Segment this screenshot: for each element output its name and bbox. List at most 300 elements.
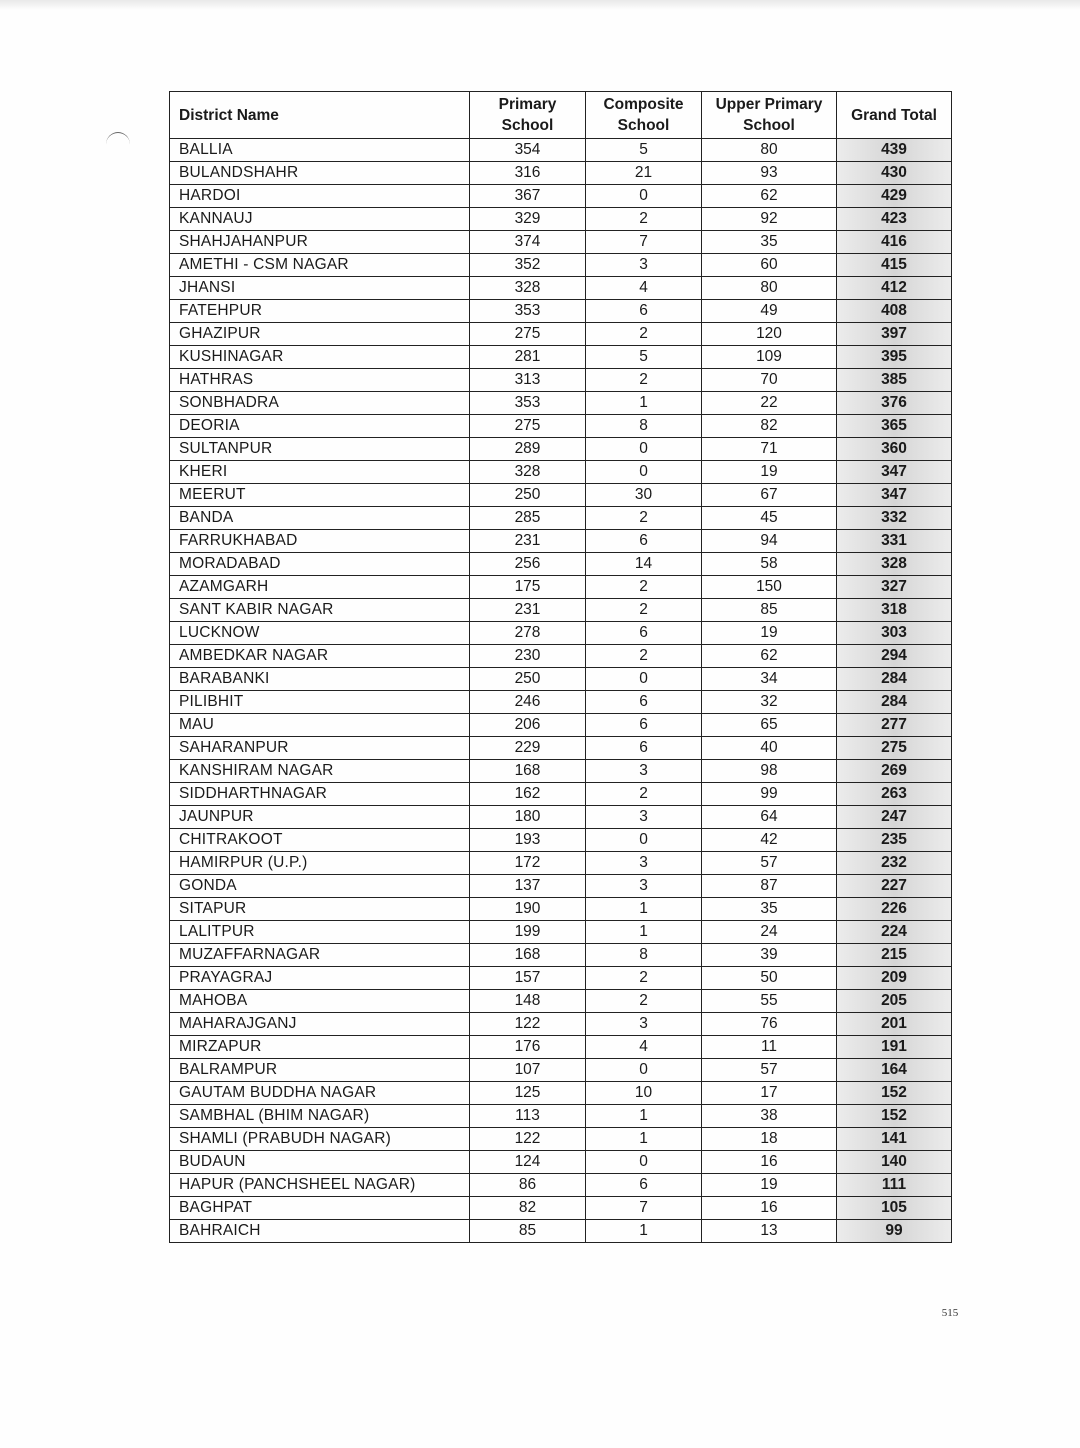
cell-district-name: BALLIA <box>170 139 470 162</box>
cell-primary-school: 85 <box>470 1220 586 1243</box>
cell-composite-school: 1 <box>586 921 702 944</box>
cell-composite-school: 2 <box>586 645 702 668</box>
cell-upper-primary-school: 19 <box>702 1174 837 1197</box>
table-row <box>170 1128 952 1151</box>
cell-district-name: BAHRAICH <box>170 1220 470 1243</box>
cell-district-name: MUZAFFARNAGAR <box>170 944 470 967</box>
table-row <box>170 1151 952 1174</box>
cell-primary-school: 285 <box>470 507 586 530</box>
table-row <box>170 760 952 783</box>
cell-district-name: PRAYAGRAJ <box>170 967 470 990</box>
cell-primary-school: 148 <box>470 990 586 1013</box>
cell-primary-school: 113 <box>470 1105 586 1128</box>
cell-grand-total: 294 <box>837 645 952 668</box>
cell-district-name: GAUTAM BUDDHA NAGAR <box>170 1082 470 1105</box>
table-row <box>170 714 952 737</box>
cell-composite-school: 2 <box>586 576 702 599</box>
cell-grand-total: 376 <box>837 392 952 415</box>
cell-upper-primary-school: 11 <box>702 1036 837 1059</box>
cell-upper-primary-school: 38 <box>702 1105 837 1128</box>
table-row <box>170 852 952 875</box>
cell-primary-school: 278 <box>470 622 586 645</box>
header-composite-line1: Composite <box>603 96 684 113</box>
table-row <box>170 921 952 944</box>
cell-district-name: SIDDHARTHNAGAR <box>170 783 470 806</box>
cell-district-name: SAHARANPUR <box>170 737 470 760</box>
cell-upper-primary-school: 85 <box>702 599 837 622</box>
table-row <box>170 691 952 714</box>
table-row <box>170 668 952 691</box>
cell-upper-primary-school: 35 <box>702 231 837 254</box>
cell-upper-primary-school: 16 <box>702 1197 837 1220</box>
cell-primary-school: 180 <box>470 806 586 829</box>
cell-upper-primary-school: 34 <box>702 668 837 691</box>
cell-district-name: KHERI <box>170 461 470 484</box>
cell-primary-school: 172 <box>470 852 586 875</box>
cell-upper-primary-school: 57 <box>702 852 837 875</box>
table-row <box>170 415 952 438</box>
table-row <box>170 369 952 392</box>
cell-upper-primary-school: 24 <box>702 921 837 944</box>
cell-district-name: GHAZIPUR <box>170 323 470 346</box>
cell-upper-primary-school: 65 <box>702 714 837 737</box>
cell-composite-school: 14 <box>586 553 702 576</box>
cell-district-name: DEORIA <box>170 415 470 438</box>
cell-primary-school: 281 <box>470 346 586 369</box>
cell-district-name: KUSHINAGAR <box>170 346 470 369</box>
cell-primary-school: 107 <box>470 1059 586 1082</box>
cell-grand-total: 284 <box>837 691 952 714</box>
table-row <box>170 737 952 760</box>
cell-composite-school: 2 <box>586 208 702 231</box>
cell-upper-primary-school: 64 <box>702 806 837 829</box>
cell-upper-primary-school: 40 <box>702 737 837 760</box>
cell-composite-school: 2 <box>586 507 702 530</box>
cell-primary-school: 176 <box>470 1036 586 1059</box>
table-row <box>170 208 952 231</box>
cell-grand-total: 360 <box>837 438 952 461</box>
header-composite-school <box>586 92 702 139</box>
cell-upper-primary-school: 71 <box>702 438 837 461</box>
cell-composite-school: 5 <box>586 346 702 369</box>
cell-composite-school: 2 <box>586 369 702 392</box>
cell-upper-primary-school: 67 <box>702 484 837 507</box>
cell-district-name: MEERUT <box>170 484 470 507</box>
header-primary-line1: Primary <box>498 96 557 113</box>
cell-composite-school: 3 <box>586 760 702 783</box>
cell-grand-total: 247 <box>837 806 952 829</box>
cell-grand-total: 412 <box>837 277 952 300</box>
cell-upper-primary-school: 76 <box>702 1013 837 1036</box>
cell-primary-school: 352 <box>470 254 586 277</box>
cell-grand-total: 408 <box>837 300 952 323</box>
cell-primary-school: 374 <box>470 231 586 254</box>
cell-upper-primary-school: 60 <box>702 254 837 277</box>
cell-district-name: HAMIRPUR (U.P.) <box>170 852 470 875</box>
cell-upper-primary-school: 16 <box>702 1151 837 1174</box>
cell-district-name: LUCKNOW <box>170 622 470 645</box>
table-row <box>170 783 952 806</box>
cell-composite-school: 6 <box>586 530 702 553</box>
cell-grand-total: 385 <box>837 369 952 392</box>
cell-primary-school: 168 <box>470 760 586 783</box>
cell-grand-total: 215 <box>837 944 952 967</box>
table-body <box>170 139 952 1243</box>
cell-primary-school: 328 <box>470 461 586 484</box>
cell-district-name: SONBHADRA <box>170 392 470 415</box>
table-row <box>170 1220 952 1243</box>
cell-primary-school: 168 <box>470 944 586 967</box>
cell-composite-school: 0 <box>586 185 702 208</box>
cell-grand-total: 284 <box>837 668 952 691</box>
cell-primary-school: 199 <box>470 921 586 944</box>
cell-upper-primary-school: 45 <box>702 507 837 530</box>
cell-grand-total: 141 <box>837 1128 952 1151</box>
cell-grand-total: 232 <box>837 852 952 875</box>
cell-grand-total: 191 <box>837 1036 952 1059</box>
header-primary-line2: School <box>501 117 554 134</box>
cell-upper-primary-school: 35 <box>702 898 837 921</box>
cell-grand-total: 275 <box>837 737 952 760</box>
cell-grand-total: 347 <box>837 461 952 484</box>
cell-grand-total: 327 <box>837 576 952 599</box>
cell-upper-primary-school: 99 <box>702 783 837 806</box>
table-row <box>170 461 952 484</box>
cell-upper-primary-school: 70 <box>702 369 837 392</box>
cell-primary-school: 122 <box>470 1128 586 1151</box>
table-row <box>170 254 952 277</box>
cell-primary-school: 125 <box>470 1082 586 1105</box>
cell-district-name: LALITPUR <box>170 921 470 944</box>
cell-grand-total: 332 <box>837 507 952 530</box>
cell-district-name: BALRAMPUR <box>170 1059 470 1082</box>
cell-upper-primary-school: 55 <box>702 990 837 1013</box>
cell-primary-school: 162 <box>470 783 586 806</box>
cell-composite-school: 0 <box>586 1151 702 1174</box>
table-row <box>170 530 952 553</box>
cell-composite-school: 6 <box>586 1174 702 1197</box>
cell-primary-school: 231 <box>470 599 586 622</box>
cell-grand-total: 140 <box>837 1151 952 1174</box>
cell-primary-school: 82 <box>470 1197 586 1220</box>
cell-district-name: CHITRAKOOT <box>170 829 470 852</box>
header-upper-line1: Upper Primary <box>715 96 823 113</box>
cell-composite-school: 4 <box>586 277 702 300</box>
table-row <box>170 392 952 415</box>
cell-upper-primary-school: 62 <box>702 645 837 668</box>
cell-upper-primary-school: 19 <box>702 622 837 645</box>
cell-primary-school: 316 <box>470 162 586 185</box>
table-row <box>170 1105 952 1128</box>
cell-composite-school: 2 <box>586 783 702 806</box>
scan-mark <box>106 132 130 157</box>
header-row <box>170 92 952 139</box>
table-row <box>170 1059 952 1082</box>
cell-district-name: KANNAUJ <box>170 208 470 231</box>
cell-district-name: SHAMLI (PRABUDH NAGAR) <box>170 1128 470 1151</box>
cell-composite-school: 0 <box>586 461 702 484</box>
cell-composite-school: 6 <box>586 622 702 645</box>
cell-upper-primary-school: 82 <box>702 415 837 438</box>
cell-grand-total: 429 <box>837 185 952 208</box>
cell-upper-primary-school: 150 <box>702 576 837 599</box>
table-row <box>170 806 952 829</box>
cell-grand-total: 201 <box>837 1013 952 1036</box>
cell-district-name: MORADABAD <box>170 553 470 576</box>
cell-grand-total: 365 <box>837 415 952 438</box>
scan-top-shadow <box>0 0 1080 10</box>
cell-primary-school: 250 <box>470 668 586 691</box>
cell-district-name: AMETHI - CSM NAGAR <box>170 254 470 277</box>
cell-primary-school: 157 <box>470 967 586 990</box>
cell-district-name: JHANSI <box>170 277 470 300</box>
table-row <box>170 1174 952 1197</box>
cell-primary-school: 175 <box>470 576 586 599</box>
cell-primary-school: 367 <box>470 185 586 208</box>
cell-composite-school: 8 <box>586 415 702 438</box>
table-row <box>170 346 952 369</box>
header-upper-primary-school <box>702 92 837 139</box>
table-row <box>170 599 952 622</box>
cell-composite-school: 3 <box>586 1013 702 1036</box>
cell-composite-school: 8 <box>586 944 702 967</box>
cell-grand-total: 395 <box>837 346 952 369</box>
table-row <box>170 944 952 967</box>
cell-primary-school: 256 <box>470 553 586 576</box>
cell-district-name: MAHARAJGANJ <box>170 1013 470 1036</box>
cell-primary-school: 354 <box>470 139 586 162</box>
cell-grand-total: 164 <box>837 1059 952 1082</box>
cell-composite-school: 0 <box>586 1059 702 1082</box>
cell-district-name: SULTANPUR <box>170 438 470 461</box>
cell-grand-total: 277 <box>837 714 952 737</box>
cell-composite-school: 3 <box>586 806 702 829</box>
cell-composite-school: 1 <box>586 1220 702 1243</box>
cell-district-name: AMBEDKAR NAGAR <box>170 645 470 668</box>
table-row <box>170 162 952 185</box>
cell-composite-school: 6 <box>586 300 702 323</box>
table-row <box>170 898 952 921</box>
cell-upper-primary-school: 62 <box>702 185 837 208</box>
table-row <box>170 185 952 208</box>
table-row <box>170 875 952 898</box>
cell-primary-school: 190 <box>470 898 586 921</box>
cell-composite-school: 2 <box>586 990 702 1013</box>
cell-primary-school: 353 <box>470 300 586 323</box>
cell-grand-total: 328 <box>837 553 952 576</box>
cell-primary-school: 206 <box>470 714 586 737</box>
cell-grand-total: 111 <box>837 1174 952 1197</box>
cell-district-name: HATHRAS <box>170 369 470 392</box>
cell-grand-total: 105 <box>837 1197 952 1220</box>
cell-upper-primary-school: 98 <box>702 760 837 783</box>
table-row <box>170 139 952 162</box>
cell-grand-total: 224 <box>837 921 952 944</box>
table-row <box>170 990 952 1013</box>
table-row <box>170 300 952 323</box>
header-district-name: District Name <box>170 92 470 139</box>
cell-grand-total: 423 <box>837 208 952 231</box>
cell-composite-school: 0 <box>586 668 702 691</box>
cell-grand-total: 303 <box>837 622 952 645</box>
cell-composite-school: 1 <box>586 1105 702 1128</box>
cell-district-name: BULANDSHAHR <box>170 162 470 185</box>
cell-grand-total: 152 <box>837 1105 952 1128</box>
cell-composite-school: 1 <box>586 392 702 415</box>
cell-district-name: SANT KABIR NAGAR <box>170 599 470 622</box>
cell-primary-school: 193 <box>470 829 586 852</box>
table-row <box>170 438 952 461</box>
table-row <box>170 1013 952 1036</box>
cell-upper-primary-school: 22 <box>702 392 837 415</box>
cell-upper-primary-school: 19 <box>702 461 837 484</box>
cell-district-name: FATEHPUR <box>170 300 470 323</box>
cell-grand-total: 430 <box>837 162 952 185</box>
cell-composite-school: 3 <box>586 875 702 898</box>
cell-upper-primary-school: 42 <box>702 829 837 852</box>
cell-upper-primary-school: 94 <box>702 530 837 553</box>
table-row <box>170 277 952 300</box>
table-row <box>170 484 952 507</box>
cell-primary-school: 124 <box>470 1151 586 1174</box>
table-row <box>170 576 952 599</box>
cell-grand-total: 152 <box>837 1082 952 1105</box>
cell-primary-school: 246 <box>470 691 586 714</box>
cell-upper-primary-school: 18 <box>702 1128 837 1151</box>
cell-district-name: KANSHIRAM NAGAR <box>170 760 470 783</box>
cell-upper-primary-school: 57 <box>702 1059 837 1082</box>
cell-grand-total: 318 <box>837 599 952 622</box>
page-number: 515 <box>941 1307 959 1319</box>
cell-composite-school: 2 <box>586 323 702 346</box>
cell-composite-school: 4 <box>586 1036 702 1059</box>
cell-district-name: HAPUR (PANCHSHEEL NAGAR) <box>170 1174 470 1197</box>
cell-grand-total: 235 <box>837 829 952 852</box>
cell-upper-primary-school: 80 <box>702 277 837 300</box>
cell-grand-total: 416 <box>837 231 952 254</box>
table-row <box>170 507 952 530</box>
cell-district-name: JAUNPUR <box>170 806 470 829</box>
cell-primary-school: 250 <box>470 484 586 507</box>
cell-district-name: GONDA <box>170 875 470 898</box>
table-row <box>170 645 952 668</box>
cell-upper-primary-school: 50 <box>702 967 837 990</box>
cell-grand-total: 227 <box>837 875 952 898</box>
cell-composite-school: 6 <box>586 737 702 760</box>
cell-primary-school: 275 <box>470 415 586 438</box>
cell-grand-total: 347 <box>837 484 952 507</box>
cell-district-name: BANDA <box>170 507 470 530</box>
cell-grand-total: 99 <box>837 1220 952 1243</box>
cell-upper-primary-school: 32 <box>702 691 837 714</box>
cell-composite-school: 3 <box>586 852 702 875</box>
table-row <box>170 231 952 254</box>
cell-district-name: SHAHJAHANPUR <box>170 231 470 254</box>
cell-primary-school: 353 <box>470 392 586 415</box>
cell-district-name: SITAPUR <box>170 898 470 921</box>
header-primary-school <box>470 92 586 139</box>
cell-grand-total: 209 <box>837 967 952 990</box>
cell-composite-school: 21 <box>586 162 702 185</box>
cell-upper-primary-school: 93 <box>702 162 837 185</box>
cell-district-name: BAGHPAT <box>170 1197 470 1220</box>
table-row <box>170 323 952 346</box>
cell-primary-school: 328 <box>470 277 586 300</box>
table-row <box>170 1197 952 1220</box>
cell-upper-primary-school: 49 <box>702 300 837 323</box>
cell-primary-school: 313 <box>470 369 586 392</box>
cell-composite-school: 0 <box>586 438 702 461</box>
cell-primary-school: 275 <box>470 323 586 346</box>
cell-composite-school: 2 <box>586 599 702 622</box>
cell-upper-primary-school: 87 <box>702 875 837 898</box>
cell-district-name: AZAMGARH <box>170 576 470 599</box>
cell-composite-school: 7 <box>586 231 702 254</box>
table-row <box>170 622 952 645</box>
cell-primary-school: 329 <box>470 208 586 231</box>
cell-composite-school: 7 <box>586 1197 702 1220</box>
cell-upper-primary-school: 92 <box>702 208 837 231</box>
header-composite-line2: School <box>617 117 670 134</box>
cell-grand-total: 439 <box>837 139 952 162</box>
cell-composite-school: 3 <box>586 254 702 277</box>
cell-district-name: MAU <box>170 714 470 737</box>
cell-primary-school: 137 <box>470 875 586 898</box>
cell-upper-primary-school: 58 <box>702 553 837 576</box>
cell-upper-primary-school: 80 <box>702 139 837 162</box>
cell-upper-primary-school: 109 <box>702 346 837 369</box>
district-school-table <box>169 91 952 1243</box>
table-row <box>170 553 952 576</box>
cell-upper-primary-school: 39 <box>702 944 837 967</box>
cell-grand-total: 415 <box>837 254 952 277</box>
cell-upper-primary-school: 13 <box>702 1220 837 1243</box>
cell-district-name: PILIBHIT <box>170 691 470 714</box>
cell-upper-primary-school: 120 <box>702 323 837 346</box>
cell-composite-school: 6 <box>586 691 702 714</box>
cell-district-name: BARABANKI <box>170 668 470 691</box>
cell-composite-school: 10 <box>586 1082 702 1105</box>
cell-primary-school: 86 <box>470 1174 586 1197</box>
table-header <box>170 92 952 139</box>
cell-district-name: MIRZAPUR <box>170 1036 470 1059</box>
cell-grand-total: 269 <box>837 760 952 783</box>
cell-composite-school: 2 <box>586 967 702 990</box>
cell-primary-school: 289 <box>470 438 586 461</box>
header-grand-total: Grand Total <box>837 92 952 139</box>
cell-composite-school: 6 <box>586 714 702 737</box>
table-row <box>170 1082 952 1105</box>
cell-upper-primary-school: 17 <box>702 1082 837 1105</box>
table-row <box>170 967 952 990</box>
cell-grand-total: 263 <box>837 783 952 806</box>
cell-composite-school: 1 <box>586 1128 702 1151</box>
cell-district-name: HARDOI <box>170 185 470 208</box>
cell-composite-school: 1 <box>586 898 702 921</box>
cell-primary-school: 122 <box>470 1013 586 1036</box>
header-upper-line2: School <box>743 117 795 134</box>
cell-primary-school: 229 <box>470 737 586 760</box>
cell-grand-total: 331 <box>837 530 952 553</box>
cell-district-name: SAMBHAL (BHIM NAGAR) <box>170 1105 470 1128</box>
cell-primary-school: 230 <box>470 645 586 668</box>
cell-grand-total: 226 <box>837 898 952 921</box>
cell-district-name: MAHOBA <box>170 990 470 1013</box>
cell-grand-total: 205 <box>837 990 952 1013</box>
table-row <box>170 829 952 852</box>
cell-primary-school: 231 <box>470 530 586 553</box>
cell-composite-school: 5 <box>586 139 702 162</box>
